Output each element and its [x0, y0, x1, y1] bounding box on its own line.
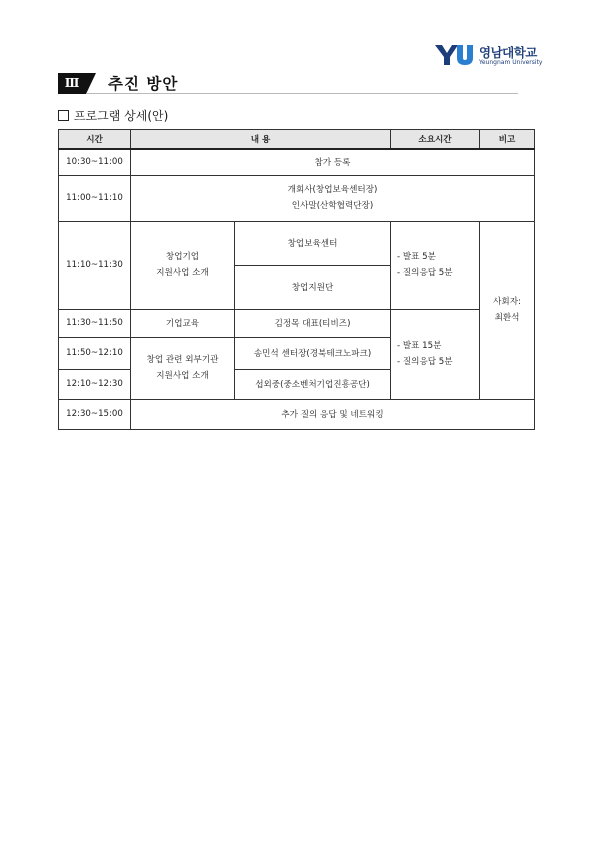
- yu-logo-icon: [434, 44, 476, 66]
- time-cell: 11:30~11:50: [59, 309, 131, 337]
- table-row: [59, 309, 535, 337]
- time-cell: 12:30~15:00: [59, 399, 131, 429]
- sub-content-cell: 창업지원단: [235, 265, 391, 309]
- content-line: 개회사(창업보육센터장): [287, 185, 378, 195]
- group-cell: [131, 337, 235, 399]
- duration-line: - 질의응답 5분: [397, 268, 453, 278]
- time-cell: 11:10~11:30: [59, 221, 131, 309]
- sub-content-cell: 창업보육센터: [235, 221, 391, 265]
- program-table: [58, 129, 535, 430]
- group-cell: 기업교육: [131, 309, 235, 337]
- content-line: 인사말(산학협력단장): [291, 201, 374, 211]
- duration-line: - 발표 15분: [397, 341, 442, 351]
- table-row: [59, 221, 535, 265]
- time-cell: 11:00~11:10: [59, 175, 131, 221]
- note-line: 최환석: [494, 313, 520, 323]
- time-cell: 11:50~12:10: [59, 337, 131, 369]
- subheading: [58, 107, 168, 124]
- group-line: 지원사업 소개: [156, 268, 209, 278]
- content-cell: 추가 질의 응답 및 네트워킹: [131, 399, 535, 429]
- sub-content-cell: 김정목 대표(티비즈): [235, 309, 391, 337]
- logo-english-name: Yeungnam University: [479, 59, 543, 66]
- duration-cell: [391, 221, 480, 309]
- duration-line: - 질의응답 5분: [397, 357, 453, 367]
- group-line: 창업기업: [165, 252, 200, 262]
- time-cell: 12:10~12:30: [59, 369, 131, 399]
- sub-content-cell: 송민석 센터장(경북테크노파크): [235, 337, 391, 369]
- group-line: 창업 관련 외부기관: [146, 355, 219, 365]
- duration-line: - 발표 5분: [397, 252, 436, 262]
- section-title: 추진 방안: [108, 75, 179, 93]
- note-cell: [480, 221, 535, 399]
- section-underline: [86, 93, 518, 94]
- content-cell: 참가 등록: [131, 149, 535, 175]
- university-logo: [434, 42, 543, 68]
- duration-cell: [391, 309, 480, 399]
- table-row: [59, 399, 535, 429]
- time-cell: 10:30~11:00: [59, 149, 131, 175]
- table-row: [59, 175, 535, 221]
- checkbox-square-icon: [58, 110, 69, 121]
- section-number: Ⅲ: [58, 73, 86, 94]
- note-line: 사회자:: [493, 297, 521, 307]
- table-header-row: [59, 130, 535, 150]
- section-slant-decoration: [86, 73, 96, 94]
- subheading-text: 프로그램 상세(안): [74, 109, 169, 123]
- header-note: 비고: [480, 130, 535, 150]
- group-cell: [131, 221, 235, 309]
- logo-korean-name: 영남대학교: [479, 45, 537, 60]
- sub-content-cell: 섭외중(중소벤처기업진흥공단): [235, 369, 391, 399]
- header-duration: 소요시간: [391, 130, 480, 150]
- section-header: [58, 72, 518, 96]
- group-line: 지원사업 소개: [156, 371, 209, 381]
- header-content: 내 용: [131, 130, 391, 150]
- content-cell: [131, 175, 535, 221]
- table-row: [59, 149, 535, 175]
- header-time: 시간: [59, 130, 131, 150]
